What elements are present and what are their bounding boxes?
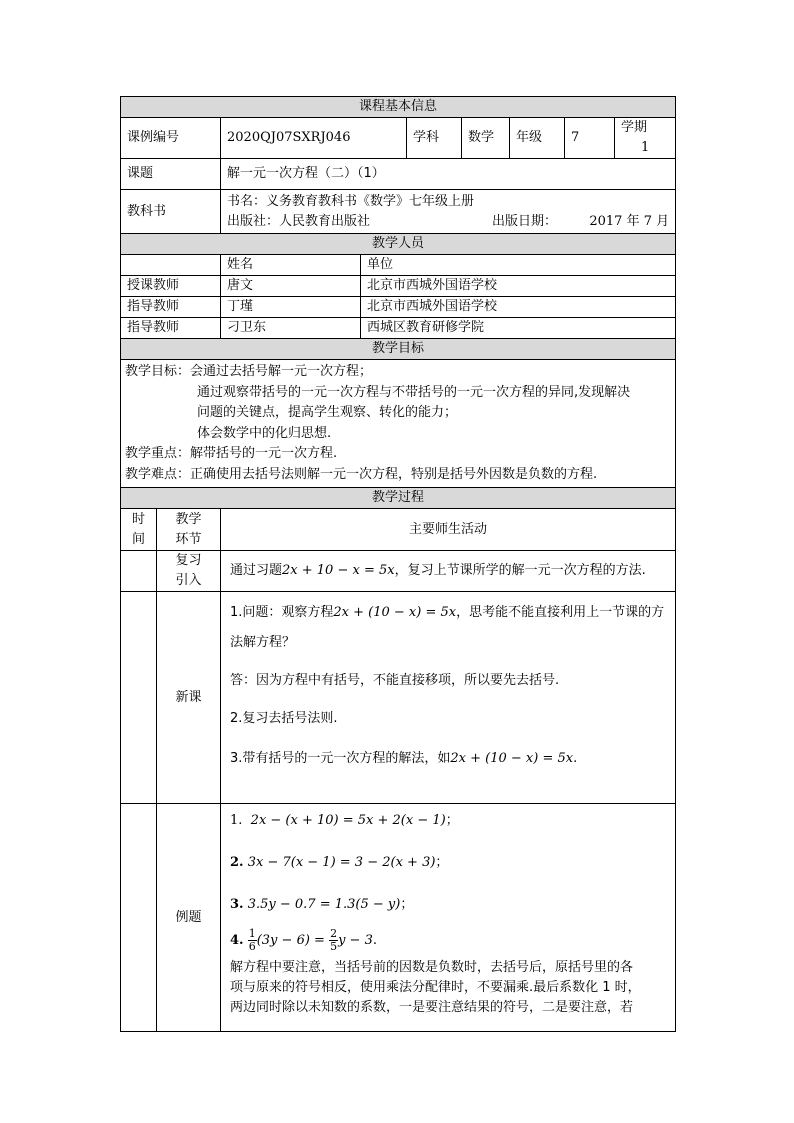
- fraction-2-denominator: 5: [330, 940, 338, 953]
- example-3-number: 3.: [230, 897, 244, 912]
- goal-line-1: 教学目标：会通过去括号解一元一次方程；: [125, 364, 373, 379]
- pubdate-value: 2017 年 7 月: [589, 213, 670, 229]
- code-value: 2020QJ07SXRJ046: [221, 118, 407, 159]
- goal-line-4: 体会数学中的化归思想.: [197, 425, 332, 441]
- term-value: 1: [641, 140, 650, 155]
- section-header-goals: [121, 339, 676, 360]
- staff-header-row: [121, 255, 676, 276]
- section-header-staff: [121, 234, 676, 255]
- new-answer: 答：因为方程中有括号，不能直接移项，所以要先去括号.: [230, 673, 560, 688]
- review-stage: 复习引入: [157, 551, 221, 592]
- process-header-row: [121, 509, 676, 551]
- new-item-3-post: .: [573, 751, 578, 766]
- fraction-1-numerator: 1: [248, 927, 256, 940]
- lesson-plan-document: [120, 96, 675, 1032]
- goals-content: [121, 360, 676, 488]
- example-4-tail: y − 3: [338, 933, 373, 948]
- new-item-2: 2.复习去括号法则.: [230, 711, 338, 726]
- textbook-label: 教科书: [121, 190, 221, 234]
- staff-name: 丁瑾: [221, 297, 361, 318]
- new-question-cont: 法解方程？: [230, 635, 296, 650]
- fraction-2-numerator: 2: [330, 927, 338, 940]
- review-equation: 2x + 10 − x = 5x: [282, 563, 395, 578]
- example-3-end: ；: [400, 897, 414, 912]
- term-label: 学期: [621, 120, 648, 135]
- example-4: [230, 926, 669, 956]
- new-question: [230, 600, 669, 626]
- example-2-end: ；: [435, 855, 449, 870]
- process-row-new: [121, 592, 676, 804]
- example-3-equation: 3.5y − 0.7 = 1.3(5 − y): [247, 897, 401, 912]
- staff-row: [121, 318, 676, 339]
- review-post: ，复习上节课所学的解一元一次方程的方法.: [394, 563, 646, 578]
- example-note-1: 解方程中要注意，当括号前的因数是负数时，去括号后，原括号里的各: [230, 960, 634, 975]
- new-item-3-pre: 3.带有括号的一元一次方程的解法，如: [230, 751, 451, 766]
- example-1-number: 1.: [230, 813, 243, 828]
- new-stage: 新课: [157, 592, 221, 804]
- unit-header: 单位: [361, 255, 676, 276]
- new-question-equation: 2x + (10 − x) = 5x: [333, 605, 457, 620]
- fraction-1-denominator: 6: [248, 940, 256, 953]
- example-4-middle: (3y − 6) =: [256, 933, 325, 948]
- new-question-pre: 1.问题：观察方程: [230, 605, 334, 620]
- staff-row: [121, 276, 676, 297]
- staff-unit: 西城区教育研修学院: [361, 318, 676, 339]
- topic-value: 解一元一次方程（二）（1）: [221, 159, 676, 190]
- new-time: [121, 592, 157, 804]
- review-pre: 通过习题: [230, 563, 283, 578]
- example-note-3: 两边同时除以未知数的系数，一是要注意结果的符号，二是要注意，若: [230, 1000, 634, 1015]
- staff-row: [121, 297, 676, 318]
- example-4-fraction-2: [329, 928, 338, 953]
- name-header: 姓名: [221, 255, 361, 276]
- example-note-2: 项与原来的符号相反，使用乘法分配律时，不要漏乘.最后系数化 1 时，: [230, 980, 641, 995]
- pubdate-label: 出版日期：: [492, 213, 558, 229]
- example-activity: [221, 804, 676, 1032]
- section-header-process: [121, 488, 676, 509]
- grade-value: 7: [565, 118, 615, 159]
- code-label: 课例编号: [121, 118, 221, 159]
- staff-role: 授课教师: [121, 276, 221, 297]
- stage-header: 教学环节: [157, 509, 221, 551]
- staff-name: 唐文: [221, 276, 361, 297]
- example-4-number: 4.: [230, 933, 244, 948]
- new-item-3: [230, 746, 669, 772]
- book-name: 书名：义务教育教科书《数学》七年级上册: [227, 193, 475, 209]
- example-2-number: 2.: [230, 855, 244, 870]
- basic-row-topic: [121, 159, 676, 190]
- example-1-end: ；: [445, 813, 459, 828]
- section-title-basic: 课程基本信息: [121, 97, 676, 118]
- section-title-staff: 教学人员: [121, 234, 676, 255]
- lesson-plan-table: [120, 96, 676, 1032]
- example-1-equation: 2x − (x + 10) = 5x + 2(x − 1): [250, 813, 446, 828]
- topic-label: 课题: [121, 159, 221, 190]
- role-header-empty: [121, 255, 221, 276]
- goal-key-point: 教学重点：解带括号的一元一次方程.: [125, 446, 338, 461]
- section-title-process: 教学过程: [121, 488, 676, 509]
- example-1: [230, 808, 669, 834]
- example-time: [121, 804, 157, 1032]
- example-4-fraction-1: [248, 928, 257, 953]
- review-time: [121, 551, 157, 592]
- activity-header: 主要师生活动: [221, 509, 676, 551]
- review-activity: [221, 551, 676, 592]
- example-2-equation: 3x − 7(x − 1) = 3 − 2(x + 3): [247, 855, 436, 870]
- staff-unit: 北京市西城外国语学校: [361, 297, 676, 318]
- publisher-line: [227, 212, 669, 232]
- new-item-3-equation: 2x + (10 − x) = 5x: [450, 751, 574, 766]
- staff-role: 指导教师: [121, 297, 221, 318]
- goal-line-2: 通过观察带括号的一元一次方程与不带括号的一元一次方程的异同,发现解决: [197, 384, 631, 400]
- term-cell: [615, 118, 676, 159]
- goal-line-3: 问题的关键点，提高学生观察、转化的能力；: [197, 405, 458, 420]
- example-3: [230, 892, 669, 918]
- subject-label: 学科: [407, 118, 462, 159]
- staff-name: 刁卫东: [221, 318, 361, 339]
- example-2: [230, 850, 669, 876]
- staff-unit: 北京市西城外国语学校: [361, 276, 676, 297]
- new-activity: [221, 592, 676, 804]
- example-stage: 例题: [157, 804, 221, 1032]
- section-title-goals: 教学目标: [121, 339, 676, 360]
- process-row-review: [121, 551, 676, 592]
- process-row-examples: [121, 804, 676, 1032]
- subject-value: 数学: [462, 118, 510, 159]
- basic-row-code: [121, 118, 676, 159]
- example-4-end: .: [372, 933, 377, 948]
- new-question-post: ，思考能不能直接利用上一节课的方: [456, 605, 665, 620]
- goals-row: [121, 360, 676, 488]
- basic-row-textbook: [121, 190, 676, 234]
- textbook-info: [221, 190, 676, 234]
- goal-difficulty: 教学难点：正确使用去括号法则解一元一次方程，特别是括号外因数是负数的方程.: [125, 466, 598, 482]
- time-header: 时间: [121, 509, 157, 551]
- staff-role: 指导教师: [121, 318, 221, 339]
- grade-label: 年级: [510, 118, 565, 159]
- publisher: 出版社：人民教育出版社: [227, 213, 371, 229]
- section-header-basic: [121, 97, 676, 118]
